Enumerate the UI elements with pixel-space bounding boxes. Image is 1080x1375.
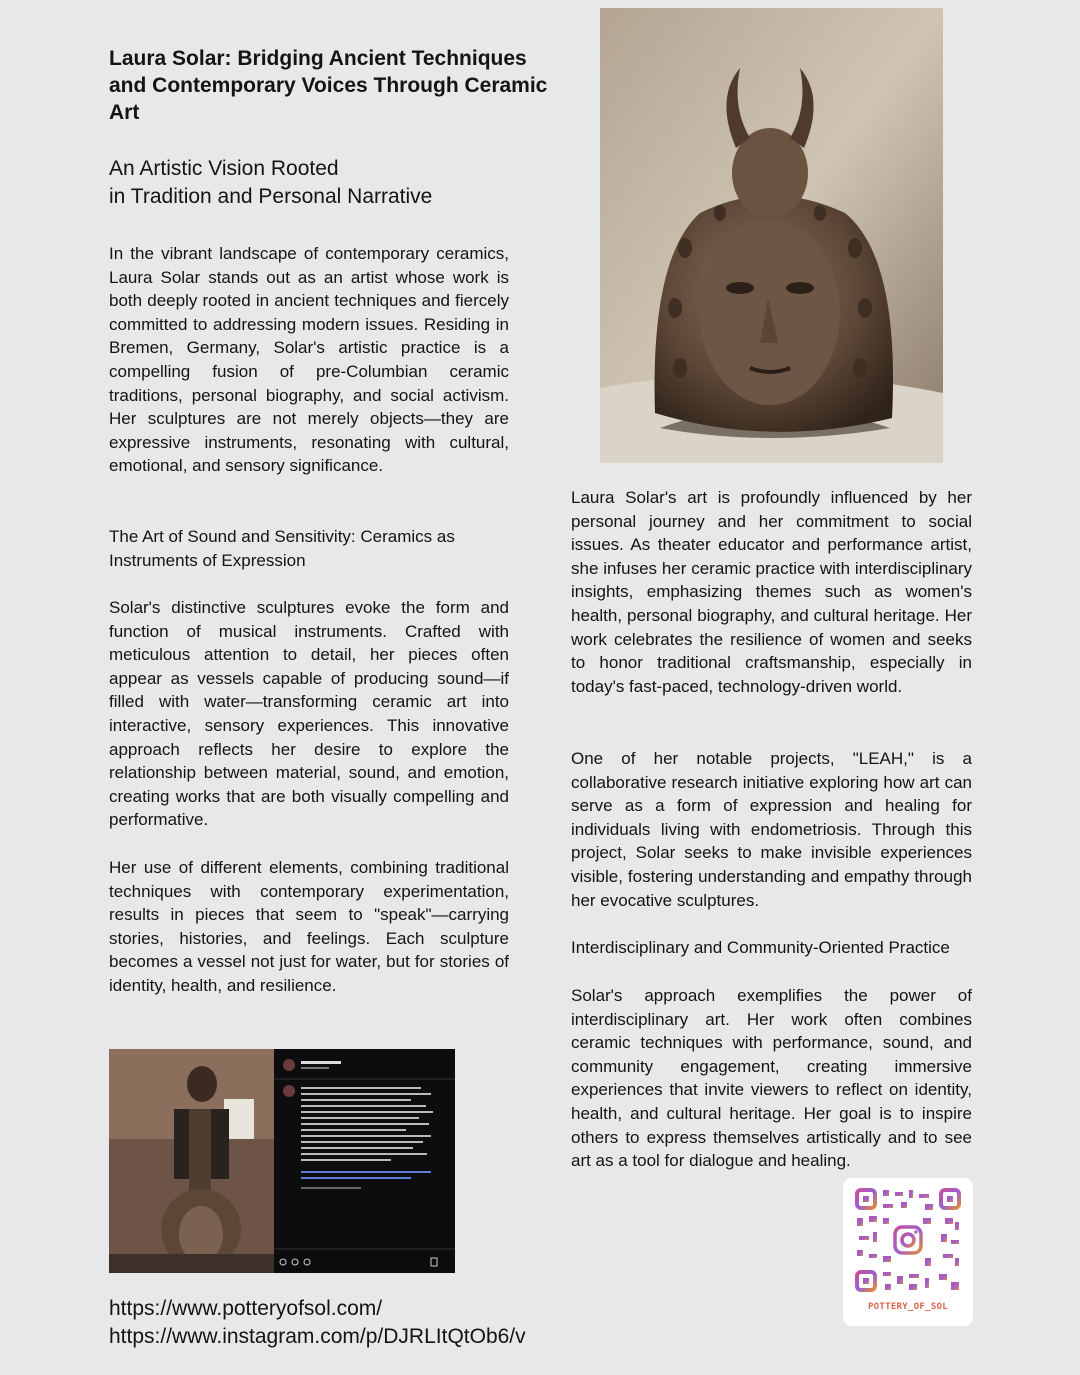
instagram-link[interactable]: https://www.instagram.com/p/DJRLItQtOb6/v (109, 1325, 526, 1348)
section-heading-community: Interdisciplinary and Community-Oriented Practice (571, 938, 950, 957)
instagram-post-illustration (109, 1049, 455, 1273)
article-subtitle (109, 155, 529, 211)
article-title: Laura Solar: Bridging Ancient Techniques and Contemporary Voices Through Ceramic Art (109, 47, 548, 124)
sculpture-illustration (600, 8, 943, 463)
leah-paragraph: One of her notable projects, "LEAH," is a collaborative research initiative exploring how art can serve as a form of expression and healing for individuals living with endometriosis. Through this project, Solar seeks to make invisible experiences visible, fostering understanding and empathy through her evocative sculptures. (571, 749, 972, 910)
elements-paragraph: Her use of different elements, combining traditional techniques with contemporary experimentation, results in pieces that seem to "speak"—carrying stories, histories, and feelings. Each sculpture becomes a vessel not just for water, but for stories of identity, health, and resilience. (109, 858, 509, 995)
instagram-post-screenshot (109, 1049, 455, 1273)
sound-paragraph: Solar's distinctive sculptures evoke the form and function of musical instruments. Crafted with meticulous attention to detail, her pieces often appear as vessels capable of producing sound—if filled with water—transforming ceramic art into interactive, sensory experiences. This innovative approach reflects her desire to explore the relationship between material, sound, and emotion, creating works that are both visually compelling and performative. (109, 598, 509, 830)
instagram-qr-card[interactable] (843, 1178, 973, 1326)
intro-paragraph: In the vibrant landscape of contemporary ceramics, Laura Solar stands out as an artist whose work is both deeply rooted in ancient techniques and fiercely committed to addressing modern issues. Residing in Bremen, Germany, Solar's artistic practice is a compelling fusion of pre-Columbian ceramic traditions, personal biography, and social activism. Her sculptures are not merely objects—they are expressive instruments, resonating with cultural, emotional, and sensory significance. (109, 244, 509, 476)
subtitle-line-1: An Artistic Vision Rooted (109, 157, 339, 180)
website-link[interactable]: https://www.potteryofsol.com/ (109, 1297, 383, 1320)
influence-paragraph: Laura Solar's art is profoundly influenced by her personal journey and her commitment to social issues. As theater educator and performance artist, she infuses her ceramic practice with interdisciplinary insights, emphasizing themes such as women's health, personal biography, and cultural heritage. Her work celebrates the resilience of women and seeks to honor traditional craftsmanship, especially in today's fast-paced, technology-driven world. (571, 488, 972, 696)
section-heading-sound: The Art of Sound and Sensitivity: Ceramics as Instruments of Expression (109, 527, 455, 570)
qr-label: POTTERY_OF_SOL (867, 1302, 949, 1312)
sculpture-photo (600, 8, 943, 463)
subtitle-line-2: in Tradition and Personal Narrative (109, 185, 433, 208)
community-paragraph: Solar's approach exemplifies the power of interdisciplinary art. Her work often combines ceramic techniques with performance, sound, and community engagement, creating immersive experiences that invite viewers to reflect on identity, health, and cultural heritage. Her goal is to inspire others to express themselves artistically and to see art as a tool for dialogue and healing. (571, 986, 972, 1171)
qr-code (843, 1178, 973, 1300)
